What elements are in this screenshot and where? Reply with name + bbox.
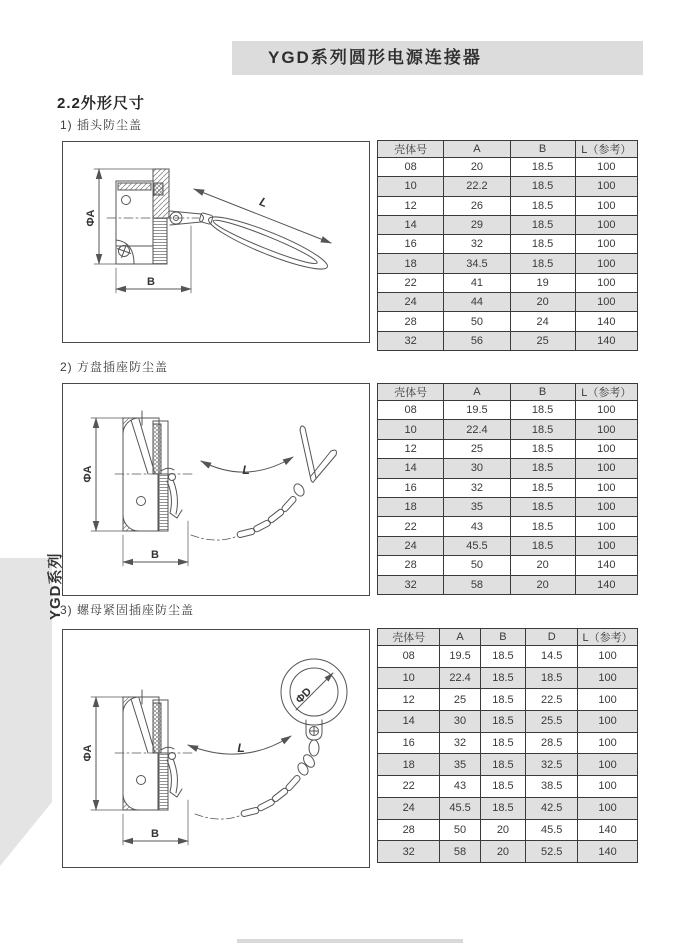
table-cell: 32 xyxy=(444,235,510,254)
column-header: 壳体号 xyxy=(378,384,444,401)
table-cell: 18.5 xyxy=(510,459,575,478)
table-row xyxy=(378,497,638,516)
column-header: B xyxy=(480,629,526,646)
table-row xyxy=(378,158,638,177)
table-cell: 18.5 xyxy=(510,235,575,254)
table-cell: 100 xyxy=(578,689,638,711)
dimension-table-wrap xyxy=(377,383,638,595)
table-row xyxy=(378,459,638,478)
table-cell: 18.5 xyxy=(510,536,575,555)
table-cell: 18.5 xyxy=(510,497,575,516)
drawing-box xyxy=(62,141,370,343)
table-cell: 12 xyxy=(378,196,444,215)
table-cell: 52.5 xyxy=(526,841,578,863)
table-row xyxy=(378,556,638,575)
table-cell: 50 xyxy=(440,819,480,841)
table-cell: 38.5 xyxy=(526,776,578,798)
column-header: A xyxy=(444,141,510,158)
table-cell: 140 xyxy=(578,819,638,841)
table-cell: 58 xyxy=(444,575,510,594)
dimension-table-wrap xyxy=(377,628,638,863)
footer-bar xyxy=(237,939,463,943)
table-cell: 140 xyxy=(575,312,637,331)
table-cell: 32 xyxy=(378,575,444,594)
table-cell: 25 xyxy=(440,689,480,711)
column-header: A xyxy=(440,629,480,646)
table-cell: 30 xyxy=(440,711,480,733)
column-header: L（参考） xyxy=(578,629,638,646)
table-row xyxy=(378,776,638,798)
table-cell: 35 xyxy=(444,497,510,516)
table-cell: 24 xyxy=(378,293,444,312)
table-row xyxy=(378,293,638,312)
drawing-box xyxy=(62,383,370,596)
table-cell: 08 xyxy=(378,646,440,668)
table-row xyxy=(378,819,638,841)
table-cell: 28 xyxy=(378,819,440,841)
column-header: 壳体号 xyxy=(378,141,444,158)
table-cell: 32.5 xyxy=(526,754,578,776)
table-cell: 45.5 xyxy=(440,797,480,819)
table-cell: 18.5 xyxy=(480,689,526,711)
table-row xyxy=(378,439,638,458)
table-cell: 100 xyxy=(575,517,637,536)
table-cell: 20 xyxy=(510,575,575,594)
table-cell: 18 xyxy=(378,254,444,273)
technical-drawing-plug-dust-cap xyxy=(63,142,369,342)
table-cell: 29 xyxy=(444,215,510,234)
table-cell: 18.5 xyxy=(510,254,575,273)
table-row xyxy=(378,254,638,273)
table-cell: 19.5 xyxy=(444,401,510,420)
table-cell: 20 xyxy=(480,841,526,863)
table-cell: 100 xyxy=(578,754,638,776)
table-cell: 34.5 xyxy=(444,254,510,273)
table-cell: 44 xyxy=(444,293,510,312)
table-cell: 18.5 xyxy=(480,776,526,798)
table-cell: 28 xyxy=(378,556,444,575)
table-row xyxy=(378,478,638,497)
table-row xyxy=(378,401,638,420)
table-cell: 18.5 xyxy=(510,401,575,420)
table-cell: 100 xyxy=(578,711,638,733)
table-cell: 100 xyxy=(575,273,637,292)
dim-label-l: L xyxy=(242,463,250,477)
table-cell: 100 xyxy=(578,646,638,668)
dimension-table-wrap xyxy=(377,140,638,351)
technical-drawing-nut-socket-dust-cap xyxy=(63,630,369,867)
table-cell: 18.5 xyxy=(480,754,526,776)
table-row xyxy=(378,754,638,776)
table-cell: 100 xyxy=(575,158,637,177)
dimension-table xyxy=(377,140,638,351)
table-row xyxy=(378,646,638,668)
table-cell: 25 xyxy=(510,331,575,350)
table-cell: 18.5 xyxy=(510,215,575,234)
table-cell: 18.5 xyxy=(510,517,575,536)
table-cell: 100 xyxy=(575,177,637,196)
table-cell: 18.5 xyxy=(510,439,575,458)
table-cell: 100 xyxy=(575,420,637,439)
table-cell: 10 xyxy=(378,667,440,689)
column-header: A xyxy=(444,384,510,401)
table-cell: 28.5 xyxy=(526,732,578,754)
table-cell: 42.5 xyxy=(526,797,578,819)
table-cell: 08 xyxy=(378,401,444,420)
table-cell: 100 xyxy=(575,439,637,458)
table-row xyxy=(378,711,638,733)
technical-drawing-socket-dust-cap xyxy=(63,384,369,595)
table-cell: 14.5 xyxy=(526,646,578,668)
table-cell: 18.5 xyxy=(510,196,575,215)
table-cell: 100 xyxy=(578,797,638,819)
table-cell: 18.5 xyxy=(480,667,526,689)
table-cell: 45.5 xyxy=(444,536,510,555)
table-cell: 24 xyxy=(510,312,575,331)
table-row xyxy=(378,732,638,754)
table-cell: 12 xyxy=(378,439,444,458)
table-cell: 43 xyxy=(440,776,480,798)
dim-label-l: L xyxy=(257,194,270,211)
table-cell: 18.5 xyxy=(480,646,526,668)
table-cell: 22 xyxy=(378,517,444,536)
table-row xyxy=(378,841,638,863)
table-cell: 50 xyxy=(444,312,510,331)
column-header: B xyxy=(510,384,575,401)
table-cell: 18.5 xyxy=(480,797,526,819)
table-cell: 19.5 xyxy=(440,646,480,668)
table-row xyxy=(378,196,638,215)
title-banner xyxy=(232,41,643,75)
table-cell: 20 xyxy=(510,293,575,312)
table-cell: 08 xyxy=(378,158,444,177)
table-cell: 26 xyxy=(444,196,510,215)
dim-label-b: B xyxy=(147,276,155,288)
table-cell: 100 xyxy=(578,732,638,754)
table-cell: 22.5 xyxy=(526,689,578,711)
table-cell: 14 xyxy=(378,459,444,478)
table-cell: 20 xyxy=(510,556,575,575)
table-row xyxy=(378,235,638,254)
table-cell: 100 xyxy=(578,667,638,689)
table-cell: 50 xyxy=(444,556,510,575)
table-row xyxy=(378,797,638,819)
dim-label-b: B xyxy=(151,828,159,840)
table-cell: 45.5 xyxy=(526,819,578,841)
table-cell: 100 xyxy=(575,497,637,516)
figure-caption: 3) 螺母紧固插座防尘盖 xyxy=(60,603,195,617)
table-cell: 100 xyxy=(575,215,637,234)
table-cell: 30 xyxy=(444,459,510,478)
table-cell: 18 xyxy=(378,754,440,776)
table-cell: 25.5 xyxy=(526,711,578,733)
table-cell: 43 xyxy=(444,517,510,536)
column-header: 壳体号 xyxy=(378,629,440,646)
table-cell: 100 xyxy=(575,196,637,215)
column-header: L（参考） xyxy=(575,384,637,401)
table-cell: 14 xyxy=(378,711,440,733)
table-cell: 20 xyxy=(480,819,526,841)
table-cell: 18.5 xyxy=(526,667,578,689)
table-row xyxy=(378,273,638,292)
table-cell: 24 xyxy=(378,536,444,555)
table-cell: 100 xyxy=(575,254,637,273)
table-cell: 140 xyxy=(575,575,637,594)
column-header: L（参考） xyxy=(575,141,637,158)
drawing-box xyxy=(62,629,370,868)
table-cell: 100 xyxy=(575,293,637,312)
table-cell: 140 xyxy=(578,841,638,863)
table-cell: 24 xyxy=(378,797,440,819)
table-cell: 19 xyxy=(510,273,575,292)
dimension-table xyxy=(377,628,638,863)
table-cell: 12 xyxy=(378,689,440,711)
table-cell: 22 xyxy=(378,776,440,798)
page-title: YGD系列圆形电源连接器 xyxy=(268,48,482,67)
table-cell: 18.5 xyxy=(480,711,526,733)
table-row xyxy=(378,536,638,555)
table-cell: 18 xyxy=(378,497,444,516)
table-row xyxy=(378,689,638,711)
table-row xyxy=(378,312,638,331)
table-row xyxy=(378,331,638,350)
dim-label-phi-a: ΦA xyxy=(82,465,94,483)
table-row xyxy=(378,575,638,594)
table-row xyxy=(378,517,638,536)
table-cell: 16 xyxy=(378,478,444,497)
table-cell: 22.2 xyxy=(444,177,510,196)
table-cell: 100 xyxy=(575,401,637,420)
table-cell: 18.5 xyxy=(510,158,575,177)
section-title: 2.2外形尺寸 xyxy=(57,95,145,112)
figure-caption: 2) 方盘插座防尘盖 xyxy=(60,360,169,374)
table-cell: 32 xyxy=(378,331,444,350)
sidebar-label: YGD系列 xyxy=(47,552,64,620)
table-cell: 140 xyxy=(575,556,637,575)
table-cell: 22.4 xyxy=(440,667,480,689)
dim-label-b: B xyxy=(151,549,159,561)
table-row xyxy=(378,177,638,196)
dim-label-phi-d: ΦD xyxy=(293,685,315,707)
dim-label-l: L xyxy=(237,741,245,755)
table-cell: 100 xyxy=(575,459,637,478)
table-cell: 16 xyxy=(378,732,440,754)
table-row xyxy=(378,420,638,439)
table-cell: 18.5 xyxy=(480,732,526,754)
column-header: B xyxy=(510,141,575,158)
table-cell: 41 xyxy=(444,273,510,292)
dim-label-phi-a: ΦA xyxy=(82,744,94,762)
table-cell: 32 xyxy=(444,478,510,497)
table-cell: 56 xyxy=(444,331,510,350)
table-cell: 58 xyxy=(440,841,480,863)
table-cell: 14 xyxy=(378,215,444,234)
table-cell: 100 xyxy=(575,536,637,555)
table-cell: 22 xyxy=(378,273,444,292)
dim-label-phi-a: ΦA xyxy=(85,209,97,227)
table-cell: 10 xyxy=(378,177,444,196)
table-cell: 18.5 xyxy=(510,177,575,196)
table-cell: 140 xyxy=(575,331,637,350)
column-header: D xyxy=(526,629,578,646)
table-cell: 100 xyxy=(575,478,637,497)
table-cell: 35 xyxy=(440,754,480,776)
table-cell: 32 xyxy=(440,732,480,754)
table-cell: 100 xyxy=(578,776,638,798)
table-cell: 18.5 xyxy=(510,478,575,497)
table-cell: 25 xyxy=(444,439,510,458)
table-cell: 100 xyxy=(575,235,637,254)
table-row xyxy=(378,215,638,234)
table-cell: 32 xyxy=(378,841,440,863)
table-cell: 18.5 xyxy=(510,420,575,439)
figure-caption: 1) 插头防尘盖 xyxy=(60,118,143,132)
table-cell: 20 xyxy=(444,158,510,177)
table-row xyxy=(378,667,638,689)
table-cell: 22.4 xyxy=(444,420,510,439)
table-cell: 10 xyxy=(378,420,444,439)
table-cell: 16 xyxy=(378,235,444,254)
dimension-table xyxy=(377,383,638,595)
table-cell: 28 xyxy=(378,312,444,331)
